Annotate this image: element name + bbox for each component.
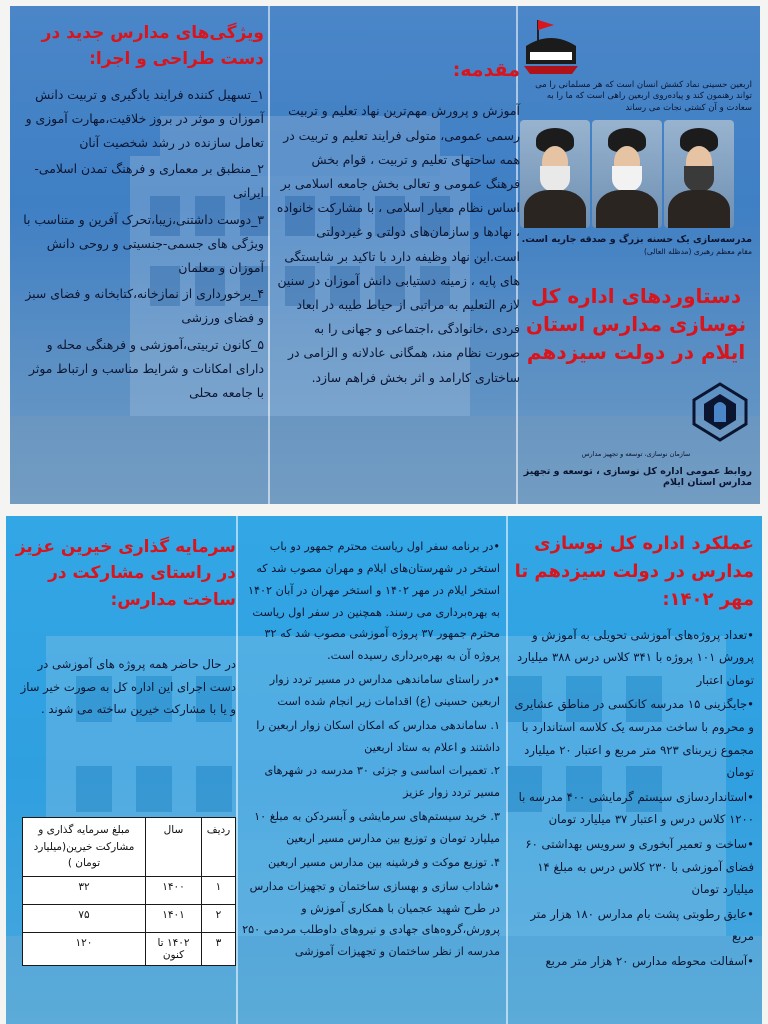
feature-item: ۵_کانون تربیتی،آموزشی و فرهنگی محله و دارای امکانات و شرایط مناسب و ارتباط موثر با جامعه محلی — [29, 336, 264, 400]
renovation-organization-emblem-icon — [688, 380, 752, 444]
list-item: •در راستای ساماندهی مدارس در مسیر تردد زوار اربعین حسینی (ع) اقدامات زیر انجام شده است — [269, 673, 500, 708]
cell-row-number: ۱ — [202, 877, 236, 905]
public-relations-footer: روابط عمومی اداره کل نوسازی ، توسعه و تجهیز مدارس استان ایلام — [523, 466, 752, 489]
cell-year: ۱۴۰۱ — [146, 905, 202, 933]
column-header-year: سال — [146, 817, 202, 876]
performance-heading: عملکرد اداره کل نوسازی مدارس در دولت سیزدهم تا مهر ۱۴۰۲: — [514, 533, 754, 610]
projects-panel — [238, 536, 500, 965]
leaders-portraits — [520, 120, 752, 228]
table-header-row — [23, 817, 236, 876]
list-item: •استانداردسازی سیستم گرمایشی ۴۰۰ مدرسه با ۱۲۰۰ کلاس درس و اعتبار ۳۷ میلیارد تومان — [518, 789, 754, 827]
list-item: ۳. خرید سیستم‌های سرمایشی و آبسردکن به مبلغ ۱۰ میلیارد تومان و توزیع بین مدارس مسیر اربعین — [254, 810, 500, 845]
cell-row-number: ۲ — [202, 905, 236, 933]
portrait-2 — [592, 120, 662, 228]
quote-source: مقام معظم رهبری (مدظله العالی) — [644, 247, 752, 257]
list-item: •در برنامه سفر اول ریاست محترم جمهور دو باب استخر در شهرستان‌های ایلام و مهران مصوب شد که استخر ایلام در مهر ۱۴۰۲ و استخر مهران در آبان ۱۴۰۲ به بهره‌برداری می رسند. همچنین در سفر اول ریاست محترم جمهور ۳۷ پروژه آموزشی مصوب شد که ۳۲ پروژه آن به بهره‌برداری رسیده است. — [248, 540, 500, 663]
feature-item: ۱_تسهیل کننده فرایند یادگیری و تربیت دانش آموزان و موثر در بروز خلاقیت،مهارت آموزی و تعامل سازنده در رشد شخصیت آنان — [25, 86, 264, 151]
brochure-back — [6, 516, 762, 1024]
list-item: •عایق رطوبتی پشت بام مدارس ۱۸۰ هزار متر مربع — [530, 906, 754, 944]
introduction-panel — [276, 56, 520, 390]
arbaeen-logo-block — [520, 16, 752, 114]
performance-list — [514, 624, 754, 973]
donors-body: در حال حاضر همه پروژه های آموزشی در دست اجرای این اداره کل به صورت خیر ساز و یا با مشارکت خیرین ساخته می شوند . — [20, 657, 236, 717]
table-row — [23, 877, 236, 905]
emblem-caption: سازمان نوسازی، توسعه و تجهیز مدارس — [581, 450, 691, 459]
brochure-title: دستاوردهای اداره کل نوسازی مدارس استان ایلام در دولت سیزدهم — [525, 284, 747, 365]
cell-amount: ۳۲ — [23, 877, 146, 905]
performance-panel — [514, 530, 754, 975]
introduction-heading: مقدمه: — [452, 59, 520, 81]
new-schools-features-panel — [18, 20, 264, 407]
arbaeen-logo-icon — [520, 16, 582, 76]
feature-item: ۲_منطبق بر معماری و فرهنگ تمدن اسلامی- ایرانی — [34, 161, 264, 201]
features-list — [18, 83, 264, 405]
column-header-row-number: ردیف — [202, 817, 236, 876]
cover-panel — [520, 16, 752, 488]
feature-item: ۳_دوست داشتنی،زیبا،تحرک آفرین و متناسب با ویژگی های جسمی-جنسیتی و روحی دانش آموزان و معلمان — [23, 211, 264, 275]
cell-amount: ۱۲۰ — [23, 933, 146, 966]
portrait-3 — [664, 120, 734, 228]
list-item: ۲. تعمیرات اساسی و جزئی ۳۰ مدرسه در شهرهای مسیر تردد زوار عزیز — [264, 764, 500, 800]
features-heading: ویژگی‌های مدارس جدید در دست طراحی و اجرا: — [41, 23, 264, 70]
table-row — [23, 905, 236, 933]
list-item: •شاداب سازی و بهسازی ساختمان و تجهیزات مدارس در طرح شهید عجمیان با همکاری آموزش و پرورش،گروه‌های جهادی و نیروهای داوطلب مردمی ۲۵۰ مدرسه از نظر ساختمان و تجهیزات آموزشی — [242, 879, 500, 959]
portrait-1 — [520, 120, 590, 228]
cell-year: ۱۴۰۰ — [146, 877, 202, 905]
list-item: •ساخت و تعمیر آبخوری و سرویس بهداشتی ۶۰ فضای آموزشی با ۲۳۰ کلاس درس به مبلغ ۱۴ میلیارد تومان — [525, 837, 754, 897]
introduction-body: آموزش و پرورش مهم‌ترین نهاد تعلیم و تربیت رسمی عمومی، متولی فرایند تعلیم و تربیت در همه ساحتهای تعلیم و تربیت ، قوام بخش فرهنگ عمومی و تعالی بخش جامعه اسلامی بر اساس نظام معیار اسلامی ، با مشارکت خانواده ، نهادها و سازمان‌های دولتی و غیردولتی است.این نهاد وظیفه دارد با تاکید بر شایستگی های پایه ، زمینه دستیابی دانش آموزان در سنین لازم التعلیم به مراتبی از حیاط طیبه در ابعاد فردی ،خانوادگی ،اجتماعی و جهانی را به صورت نظام مند، همگانی عادلانه و الزامی در ساختاری کارامد و اثر بخش فراهم سازد. — [276, 103, 520, 385]
feature-item: ۴_برخورداری از نمازخانه،کتابخانه و فضای سبز و فضای ورزشی — [25, 286, 264, 326]
donors-investment-table — [22, 817, 236, 966]
donors-heading: سرمایه گذاری خیرین عزیز در راستای مشارکت در ساخت مدارس: — [15, 537, 236, 610]
fold-divider-right — [506, 516, 508, 1024]
list-item: ۴. توزیع موکت و فرشینه بین مدارس مسیر اربعین — [268, 855, 500, 869]
cell-row-number: ۳ — [202, 933, 236, 966]
list-item: ۱. ساماندهی مدارس که امکان اسکان زوار اربعین را داشتند و اعلام به ستاد اربعین — [256, 718, 500, 754]
projects-list — [238, 536, 500, 963]
column-header-amount: مبلغ سرمایه گذاری و مشارکت خیرین(میلیارد تومان ) — [23, 817, 146, 876]
fold-divider-left — [268, 6, 270, 504]
logo-caption: اربعین حسینی نماد کشش انسان است که هر مسلمانی را می تواند رهنمون کند و پیاده‌روی اربعین راهی است که ما را به سعادت و آن کشتی نجات می رساند — [535, 80, 752, 113]
list-item: •آسفالت محوطه مدارس ۲۰ هزار متر مربع — [545, 953, 754, 968]
leader-quote: مدرسه‌سازی یک حسنه بزرگ و صدقه جاریه است. — [521, 234, 752, 246]
table-row — [23, 933, 236, 966]
brochure-front — [10, 6, 760, 504]
list-item: •جایگزینی ۱۵ مدرسه کانکسی در مناطق عشایری و محروم با ساخت مدرسه یک کلاسه استاندارد با مجموع زیربنای ۹۲۳ متر مربع و اعتبار ۲۰ میلیارد تومان — [514, 697, 754, 780]
donors-investment-panel — [14, 534, 236, 966]
list-item: •تعداد پروژه‌های آموزشی تحویلی به آموزش و پرورش ۱۰۱ پروژه با ۳۴۱ کلاس درس ۳۸۸ میلیارد تومان اعتبار — [516, 627, 754, 687]
cell-year: ۱۴۰۲ تا کنون — [146, 933, 202, 966]
cell-amount: ۷۵ — [23, 905, 146, 933]
